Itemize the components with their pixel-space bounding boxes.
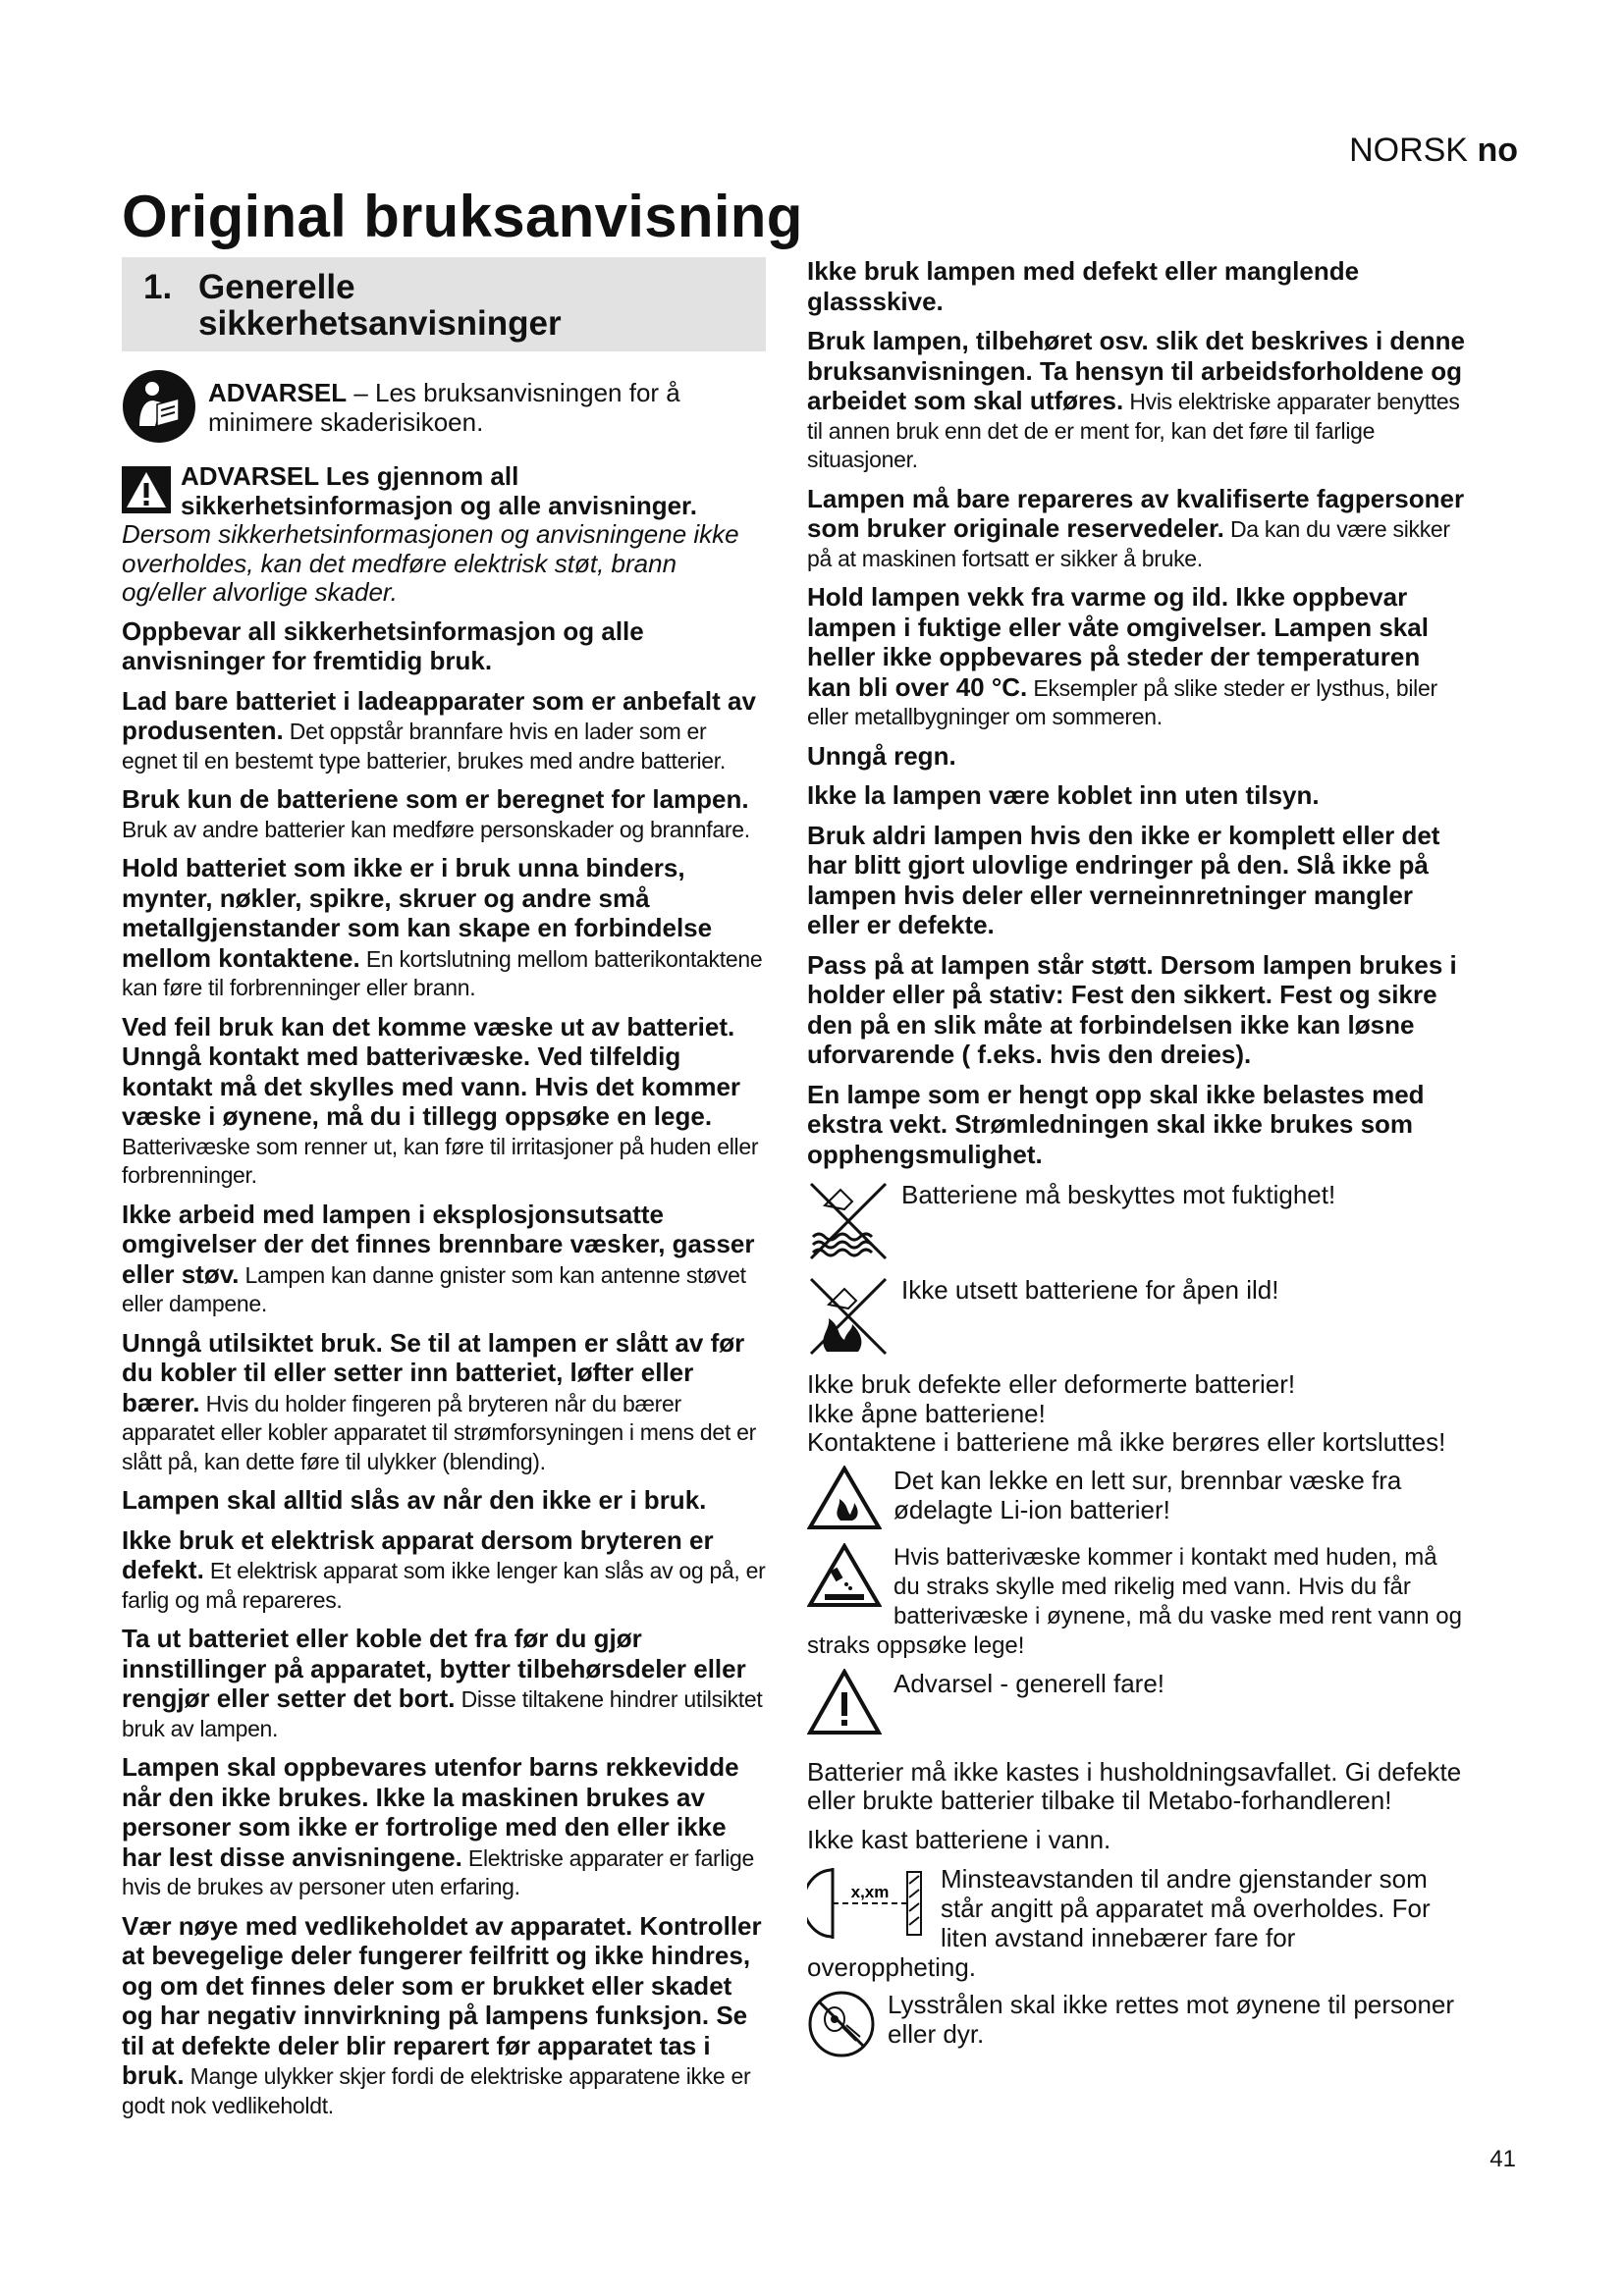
section-title-line1: Generelle (198, 268, 355, 306)
corrosive-warning-icon (807, 1543, 882, 1613)
paragraph-bold: Pass på at lampen står støtt. Dersom lampen brukes i holder eller på stativ: Fest den sikkert. Fest og sikre den på en slik måte at forbindelsen ikke kan løsne uforvarende ( f.eks. hvis den dreies). (807, 949, 1457, 1069)
safety-paragraph (122, 1526, 766, 1616)
general-warning-icon (807, 1669, 882, 1740)
section-number: 1. (143, 268, 173, 306)
acid-leak-row (807, 1466, 1467, 1535)
skin-contact-text: Hvis batterivæske kommer i kontakt med huden, må du straks skylle med rikelig med vann. Hvis du får batterivæske i øynene, må du vaske med rent vann og straks oppsøke lege! (807, 1543, 1462, 1659)
safety-paragraph (807, 742, 1467, 773)
paragraph-normal: Disse tiltakene hindrer utilsiktet bruk av lampen. (122, 1686, 763, 1741)
left-column (122, 257, 766, 2130)
paragraph-normal: Lampen kan danne gnister som kan antenne støvet eller dampene. (122, 1261, 746, 1316)
paragraph-bold: En lampe som er hengt opp skal ikke belastes med ekstra vekt. Strømledningen skal ikke brukes som opphengsmulighet. (807, 1079, 1425, 1169)
eye-warning-row (807, 1990, 1467, 2063)
read-manual-text (208, 369, 766, 437)
read-all-text (122, 462, 766, 608)
safety-paragraph (807, 485, 1467, 574)
safety-paragraph (122, 1753, 766, 1902)
no-fire-icon (807, 1275, 890, 1362)
paragraph-normal: Hvis elektriske apparater benyttes til annen bruk enn det de er ment for, kan det føre til farlige situasjoner. (807, 389, 1460, 472)
paragraph-bold: Unngå utilsiktet bruk. Se til at lampen er slått av før du kobler til eller setter inn batteriet, løfter eller bærer. (122, 1327, 745, 1417)
paragraph-normal: Mange ulykker skjer fordi de elektriske apparatene ikke er godt nok vedlikeholdt. (122, 2063, 751, 2118)
paragraph-bold: Lampen må bare repareres av kvalifiserte fagpersoner som bruker originale reservedeler. (807, 483, 1465, 543)
safety-paragraph (122, 687, 766, 776)
paragraph-normal: Eksempler på slike steder er lysthus, biler eller metallbygninger om sommeren. (807, 674, 1437, 729)
eye-warning-text: Lysstrålen skal ikke rettes mot øynene til personer eller dyr. (888, 1990, 1455, 2049)
paragraph-bold: Ikke la lampen være koblet inn uten tilsyn. (807, 780, 1320, 810)
safety-paragraph (122, 1912, 766, 2121)
moisture-text: Batteriene må beskyttes mot fuktighet! (901, 1180, 1336, 1209)
safety-paragraph (122, 1201, 766, 1319)
read-manual-warning (122, 369, 766, 449)
fire-text: Ikke utsett batteriene for åpen ild! (901, 1275, 1279, 1305)
safety-paragraph (122, 1625, 766, 1743)
safety-paragraph (122, 854, 766, 1003)
fire-symbol-row (807, 1275, 1467, 1362)
paragraph-bold: Lampen skal alltid slås av når den ikke er i bruk. (122, 1485, 707, 1515)
right-column (807, 257, 1467, 2071)
paragraph-normal: Elektriske apparater er farlige hvis de brukes av personer uten erfaring. (122, 1844, 755, 1899)
read-all-warning (122, 462, 766, 608)
paragraph-bold: Bruk aldri lampen hvis den ikke er komplett eller det har blitt gjort ulovlige endringer på den. Slå ikke på lampen hvis deler eller verneinnretninger mangler eller er defekte. (807, 820, 1440, 939)
paragraph-bold: Ved feil bruk kan det komme væske ut av batteriet. Unngå kontakt med batterivæske. Ved tilfeldig kontakt må det skylles med vann. Hvis det kommer væske i øynene, må du i tillegg oppsøke en lege. (122, 1011, 741, 1131)
left-safety-list (122, 617, 766, 2121)
skin-contact-row (807, 1543, 1467, 1661)
language-indicator (1349, 132, 1518, 170)
paragraph-bold: Ikke bruk et elektrisk apparat dersom bryteren er defekt. (122, 1524, 714, 1584)
no-eye-beam-icon (807, 1990, 876, 2063)
safety-paragraph (807, 822, 1467, 941)
safety-paragraph (807, 951, 1467, 1071)
acid-leak-text: Det kan lekke en lett sur, brennbar væske fra ødelagte Li-ion batterier! (893, 1465, 1402, 1524)
paragraph-bold: Bruk kun de batteriene som er beregnet for lampen. (122, 784, 749, 814)
disposal-text: Batterier må ikke kastes i husholdningsavfallet. Gi defekte eller brukte batterier tilbake til Metabo-forhandleren! (807, 1756, 1462, 1815)
safety-paragraph (122, 1486, 766, 1517)
distance-label: x,xm (850, 1883, 890, 1901)
paragraph-normal: Bruk av andre batterier kan medføre personskader og brannfare. (122, 816, 750, 842)
no-moisture-icon (807, 1180, 890, 1267)
paragraph-bold: Ta ut batteriet eller koble det fra før du gjør innstillinger på apparatet, bytter tilbehørsdeler eller rengjør eller setter det bort. (122, 1624, 746, 1713)
paragraph-bold: Vær nøye med vedlikeholdet av apparatet. Kontroller at bevegelige deler fungerer feilfritt og ikke hindres, og om det finnes deler som er brukket eller skadet og har negativ innvirkning på lampens funksjon. Se til at defekte deler blir reparert før apparatet tas i bruk. (122, 1910, 762, 2090)
defect-line-1: Ikke bruk defekte eller deformerte batterier! (807, 1369, 1296, 1399)
section-heading (122, 257, 766, 351)
read-manual-icon (122, 369, 196, 449)
read-manual-label: ADVARSEL (208, 378, 348, 407)
page-title: Original bruksanvisning (122, 184, 803, 249)
general-warning-text: Advarsel - generell fare! (893, 1668, 1165, 1698)
safety-paragraph (122, 617, 766, 677)
section-title-line2: sikkerhetsanvisninger (198, 304, 562, 343)
paragraph-bold: Hold lampen vekk fra varme og ild. Ikke oppbevar lampen i fuktige eller våte omgivelser. Lampen skal heller ikke oppbevares på steder der temperaturen kan bli over 40 °C. (807, 582, 1429, 702)
warning-triangle-icon (122, 466, 171, 518)
paragraph-bold: Hold batteriet som ikke er i bruk unna binders, mynter, nøkler, spikre, skruer og andre små metallgjenstander som kan skape en forbindelse mellom kontaktene. (122, 853, 713, 973)
no-water-text: Ikke kast batteriene i vann. (807, 1824, 1111, 1854)
paragraph-normal: Et elektrisk apparat som ikke lenger kan slås av og på, er farlig og må repareres. (122, 1558, 766, 1613)
paragraph-bold: Bruk lampen, tilbehøret osv. slik det beskrives i denne bruksanvisningen. Ta hensyn til arbeidsforholdene og arbeidet som skal utføres. (807, 326, 1465, 415)
paragraph-bold: Oppbevar all sikkerhetsinformasjon og alle anvisninger for fremtidig bruk. (122, 615, 644, 675)
paragraph-normal: En kortslutning mellom batterikontaktene kan føre til forbrenninger eller brann. (122, 945, 763, 1000)
paragraph-bold: Lad bare batteriet i ladeapparater som er anbefalt av produsenten. (122, 685, 756, 745)
defect-line-3: Kontaktene i batteriene må ikke berøres eller kortsluttes! (807, 1427, 1446, 1457)
safety-paragraph (807, 1081, 1467, 1171)
safety-paragraph (122, 1013, 766, 1191)
distance-text: Minsteavstanden til andre gjenstander som står angitt på apparatet må overholdes. For liten avstand innebærer fare for overoppheting. (807, 1864, 1431, 1982)
paragraph-normal: Batterivæske som renner ut, kan føre til irritasjoner på huden eller forbrenninger. (122, 1133, 759, 1188)
safety-paragraph (122, 785, 766, 844)
paragraph-bold: Unngå regn. (807, 740, 956, 771)
read-manual-body: – Les bruksanvisningen for å minimere skaderisikoen. (208, 378, 680, 437)
read-all-bold: ADVARSEL Les gjennom all sikkerhetsinformasjon og alle anvisninger. (181, 462, 697, 520)
right-safety-list (807, 257, 1467, 1170)
moisture-symbol-row (807, 1180, 1467, 1267)
flammable-warning-icon (807, 1466, 882, 1535)
read-all-italic: Dersom sikkerhetsinformasjonen og anvisningene ikke overholdes, kan det medføre elektrisk støt, brann og/eller alvorlige skader. (122, 519, 739, 607)
distance-icon (807, 1864, 929, 1948)
paragraph-bold: Ikke arbeid med lampen i eksplosjonsutsatte omgivelser der det finnes brennbare væsker, gasser eller støv. (122, 1199, 755, 1289)
language-name: NORSK (1349, 132, 1468, 169)
page-number: 41 (1489, 2146, 1516, 2172)
paragraph-normal: Det oppstår brannfare hvis en lader som er egnet til en bestemt type batterier, brukes med andre batterier. (122, 719, 726, 774)
paragraph-bold: Lampen skal oppbevares utenfor barns rekkevidde når den ikke brukes. Ikke la maskinen brukes av personer som ikke er fortrolige med den eller ikke har lest disse anvisningene. (122, 1752, 739, 1872)
paragraph-normal: Da kan du være sikker på at maskinen fortsatt er sikker å bruke. (807, 516, 1450, 571)
language-code: no (1477, 132, 1518, 169)
safety-paragraph (807, 257, 1467, 317)
safety-paragraph (807, 583, 1467, 732)
safety-paragraph (122, 1329, 766, 1477)
general-warning-row (807, 1669, 1467, 1740)
safety-paragraph (807, 781, 1467, 812)
safety-paragraph (807, 327, 1467, 475)
paragraph-bold: Ikke bruk lampen med defekt eller manglende glassskive. (807, 256, 1360, 316)
defect-battery-text (807, 1370, 1467, 1458)
defect-line-2: Ikke åpne batteriene! (807, 1398, 1046, 1428)
distance-row (807, 1864, 1467, 1982)
paragraph-normal: Hvis du holder fingeren på bryteren når du bærer apparatet eller kobler apparatet til strømforsyningen i mens det er slått på, kan dette føre til ulykker (blending). (122, 1390, 756, 1474)
